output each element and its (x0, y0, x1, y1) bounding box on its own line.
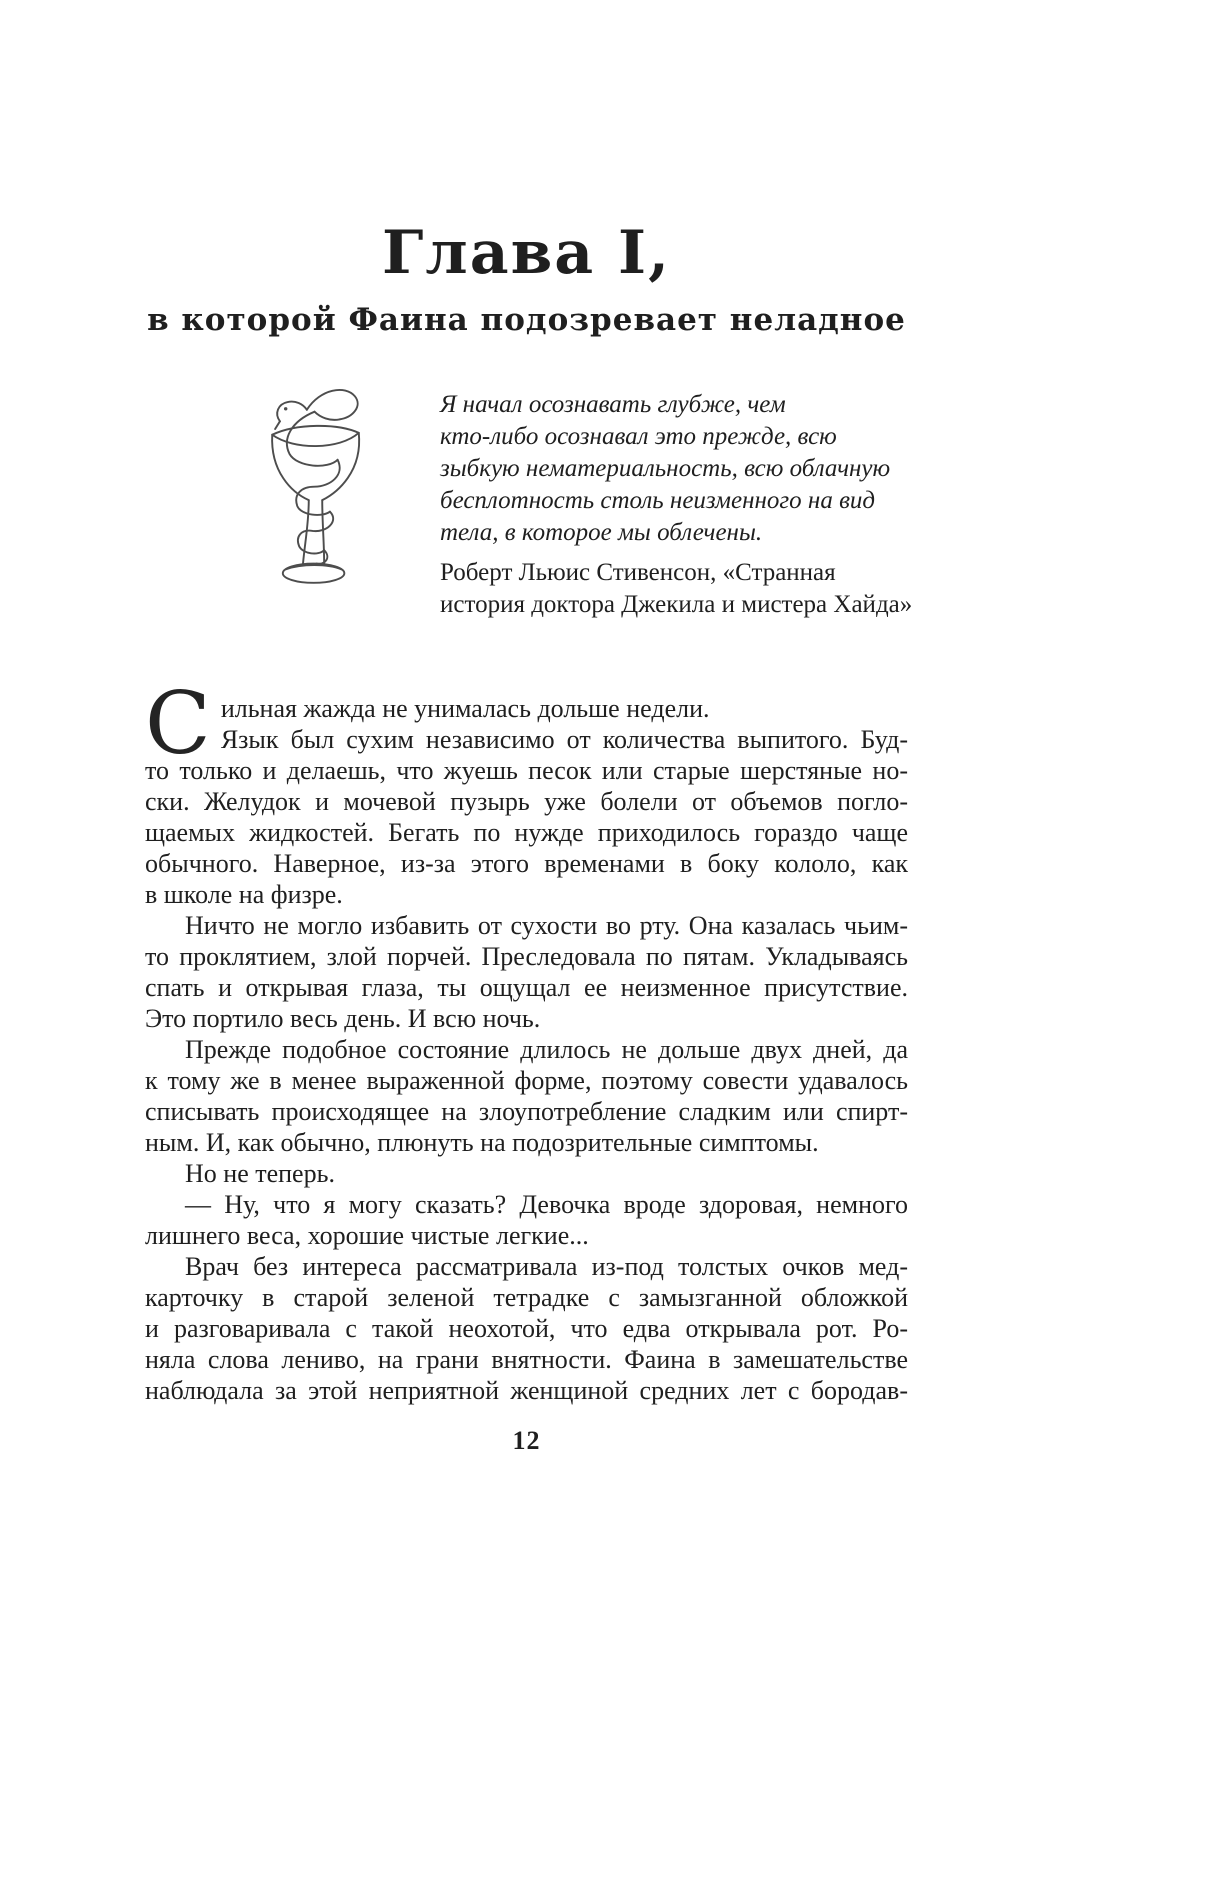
opening-paragraphs (145, 673, 908, 910)
body-text (145, 673, 908, 1406)
body-line: спать и открывая глаза, ты ощущал ее неизменное присутствие. (145, 972, 908, 1002)
body-line: няла слова лениво, на грани внятности. Фаина в замешательстве (145, 1344, 908, 1374)
body-line: наблюдала за этой неприятной женщиной средних лет с бородав- (145, 1375, 908, 1405)
epigraph-section (145, 379, 913, 629)
page-content (145, 0, 913, 1455)
paragraph (145, 1158, 908, 1189)
body-line: обычного. Наверное, из-за этого временами в боку кололо, как (145, 848, 908, 878)
epigraph-quote-line: кто-либо осознавал это прежде, всю (440, 422, 837, 450)
body-line: ски. Желудок и мочевой пузырь уже болели от объемов погло- (145, 786, 908, 816)
body-line: и разговаривала с такой неохотой, что едва открывала рот. Ро- (145, 1313, 908, 1343)
body-line: Прежде подобное состояние длилось не дольше двух дней, да (185, 1034, 908, 1064)
page-number: 12 (512, 1426, 541, 1455)
body-line: Врач без интереса рассматривала из-под толстых очков мед- (185, 1251, 908, 1281)
body-line: лишнего веса, хорошие чистые легкие... (145, 1220, 589, 1250)
body-line: к тому же в менее выраженной форме, поэтому совести удавалось (145, 1065, 908, 1095)
body-line: Язык был сухим независимо от количества выпитого. Буд- (220, 724, 908, 754)
epigraph-quote-line: Я начал осознавать глубже, чем (440, 390, 786, 418)
paragraph (145, 910, 908, 1034)
body-line: списывать происходящее на злоупотребление сладким или спирт- (145, 1096, 908, 1126)
epigraph-attribution-line: история доктора Джекила и мистера Хайда» (440, 590, 913, 618)
body-line: ным. И, как обычно, плюнуть на подозрительные симптомы. (145, 1127, 819, 1157)
snake-and-cup-icon (253, 379, 378, 629)
epigraph-quote (440, 389, 908, 549)
paragraph (145, 1034, 908, 1158)
paragraph (145, 1251, 908, 1406)
chapter-title: Глава I, (381, 218, 672, 288)
body-line: Это портило весь день. И всю ночь. (145, 1003, 541, 1033)
epigraph-quote-line: тела, в которое мы облечены. (440, 518, 763, 546)
bowl-of-hygieia-illustration (253, 379, 378, 629)
epigraph-quote-line: бесплотность столь неизменного на вид (440, 486, 876, 514)
epigraph-attribution-line: Роберт Льюис Стивенсон, «Странная (440, 558, 836, 586)
body-line: щаемых жидкостей. Бегать по нужде приходилось гораздо чаще (145, 817, 908, 847)
paragraph (145, 1189, 908, 1251)
drop-cap: С (145, 673, 211, 774)
epigraph (440, 379, 913, 629)
epigraph-attribution (440, 557, 913, 621)
body-line: Но не теперь. (185, 1158, 335, 1188)
body-line: ильная жажда не унималась дольше недели. (220, 693, 710, 723)
chapter-subtitle: в которой Фаина подозревает неладное (147, 302, 906, 338)
body-line: в школе на физре. (145, 879, 343, 909)
body-line: — Ну, что я могу сказать? Девочка вроде здоровая, немного (185, 1189, 908, 1219)
body-line: Ничто не могло избавить от сухости во рту. Она казалась чьим- (185, 910, 908, 940)
epigraph-quote-line: зыбкую нематериальность, всю облачную (440, 454, 891, 482)
body-line: то проклятием, злой порчей. Преследовала по пятам. Укладываясь (145, 941, 908, 971)
body-line: карточку в старой зеленой тетрадке с замызганной обложкой (145, 1282, 908, 1312)
body-line: то только и делаешь, что жуешь песок или старые шерстяные но- (145, 755, 908, 785)
